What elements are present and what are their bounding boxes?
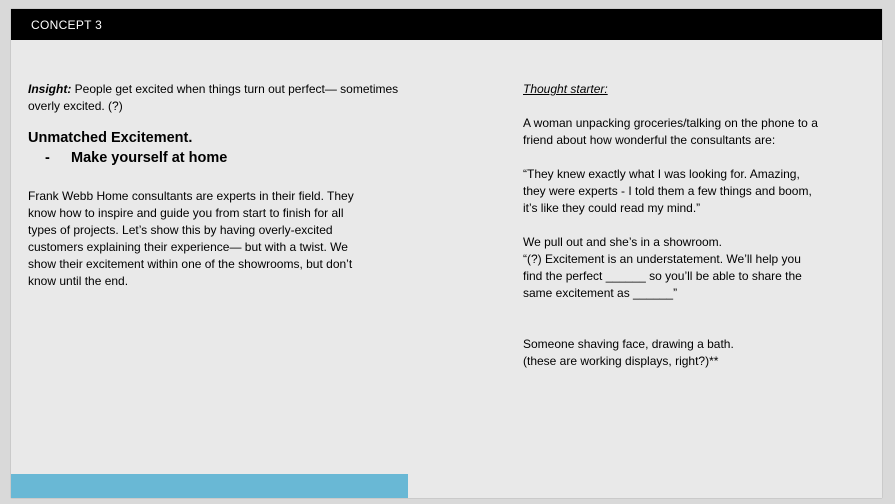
concept-heading: Unmatched Excitement. xyxy=(28,130,193,146)
alt-scenario-note: (these are working displays, right?)** xyxy=(523,354,719,368)
alt-scenario-line: Someone shaving face, drawing a bath. xyxy=(523,337,734,351)
reveal-quote: “(?) Excitement is an understatement. We’ll help you find the perfect ______ so you’ll be able to share the same excitement as ______” xyxy=(523,252,802,300)
accent-strip xyxy=(11,474,408,498)
slide-title: CONCEPT 3 xyxy=(31,18,103,32)
bullet-dash: - xyxy=(45,150,50,166)
subheading-text: Make yourself at home xyxy=(71,150,228,166)
concept-subheading xyxy=(28,148,418,168)
left-column xyxy=(28,81,418,290)
insight-paragraph xyxy=(28,81,418,115)
insight-label: Insight: xyxy=(28,82,72,96)
slide xyxy=(11,9,882,498)
right-column xyxy=(523,81,823,370)
insight-text: People get excited when things turn out perfect— sometimes overly excited. (?) xyxy=(28,82,399,113)
header-bar xyxy=(11,9,882,40)
scenario-paragraph: A woman unpacking groceries/talking on the phone to a friend about how wonderful the consultants are: xyxy=(523,116,818,147)
concept-body: Frank Webb Home consultants are experts in their field. They know how to inspire and guide you from start to finish for all types of projects. Let’s show this by having overly-excited customers explaining their experience— but with a twist. We show their excitement within one of the showrooms, but don’t know until the end. xyxy=(28,189,354,288)
reveal-line: We pull out and she’s in a showroom. xyxy=(523,235,723,249)
quote-paragraph: “They knew exactly what I was looking for. Amazing, they were experts - I told them a few things and boom, it’s like they could read my mind.” xyxy=(523,167,812,215)
thought-starter-label: Thought starter: xyxy=(523,82,608,96)
